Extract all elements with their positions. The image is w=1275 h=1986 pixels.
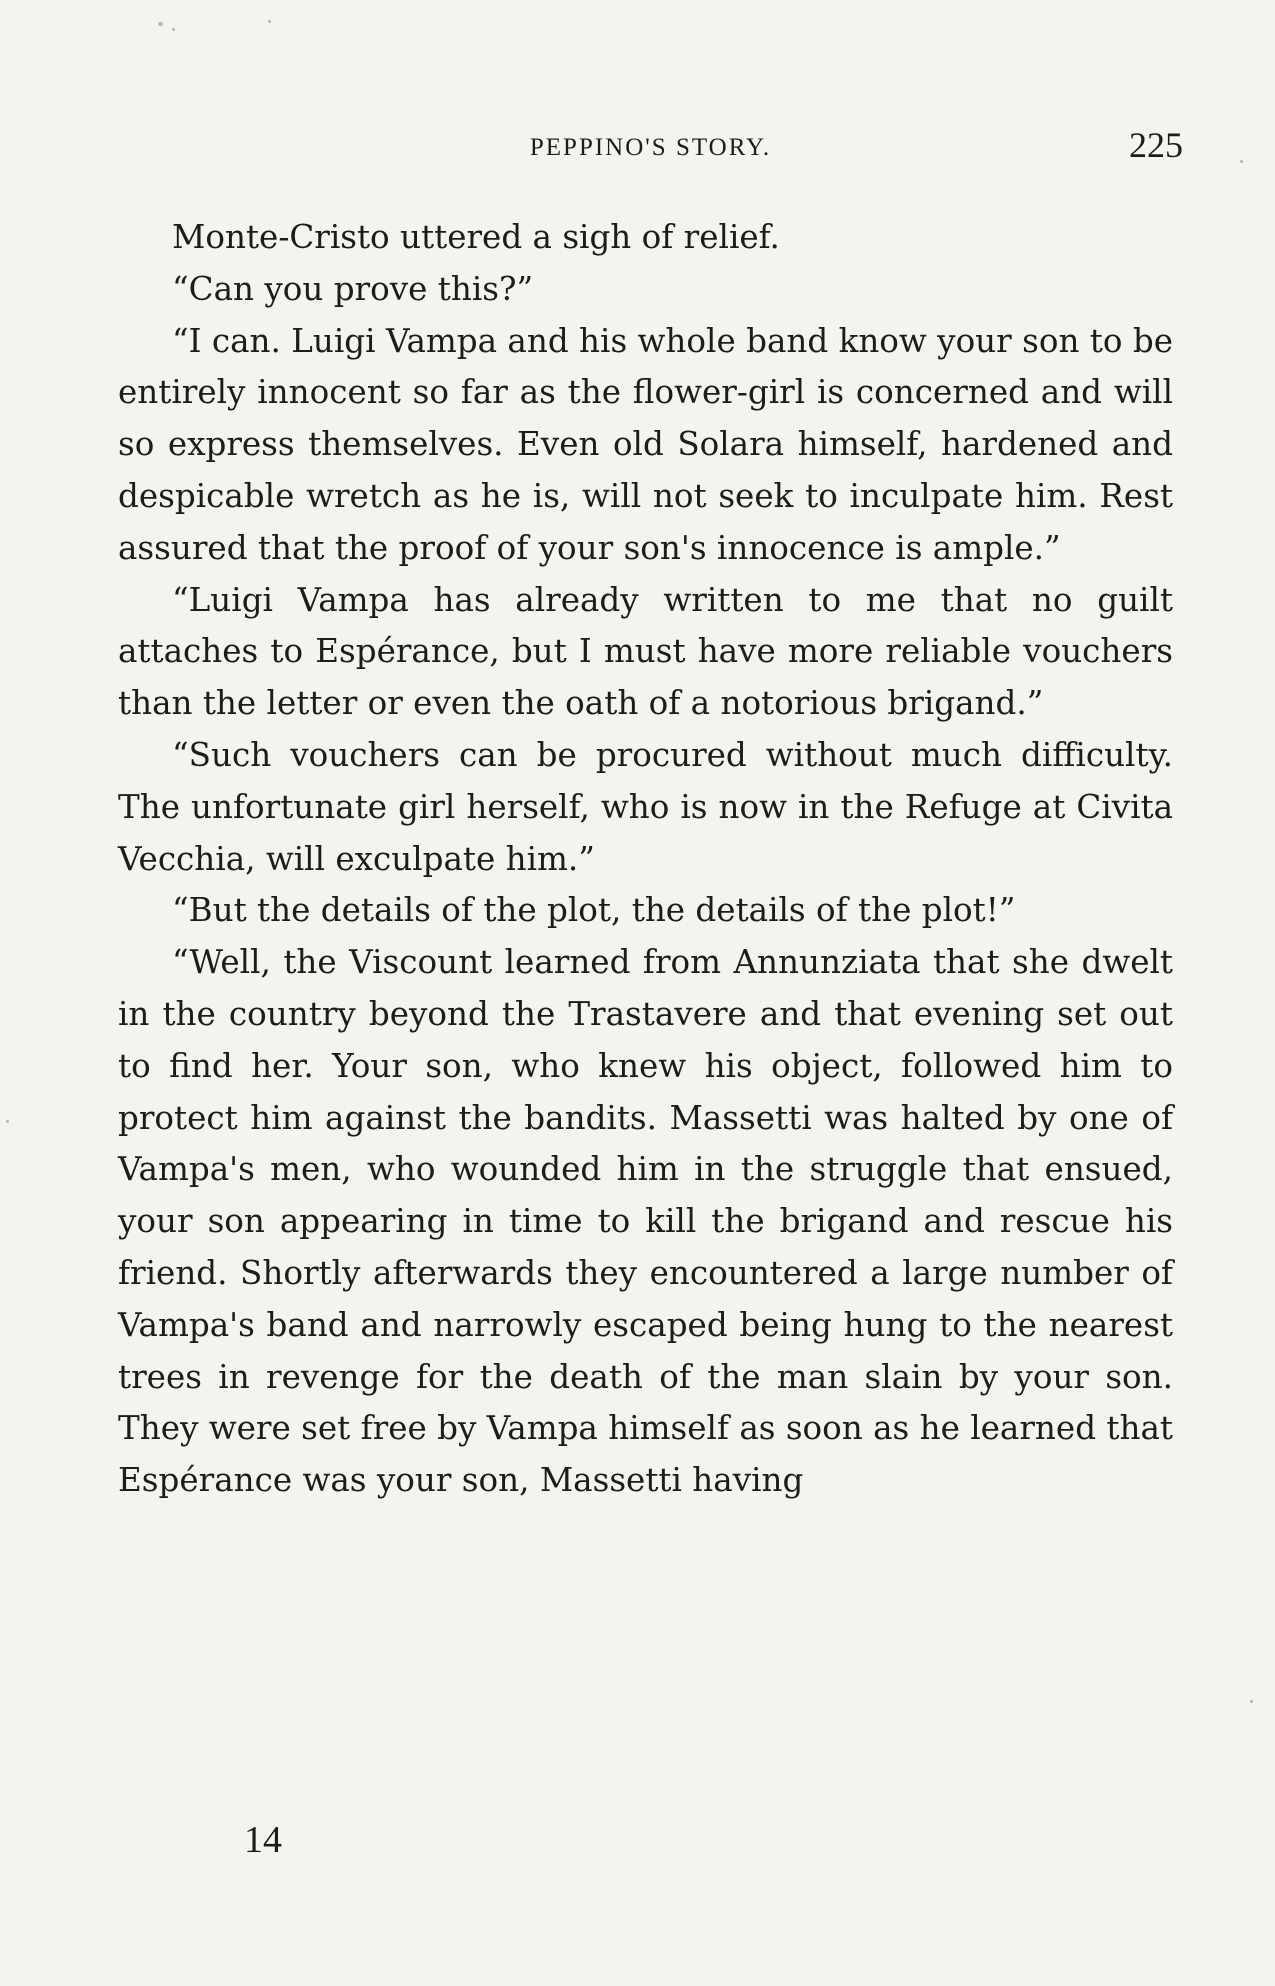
paper-speck	[6, 1120, 9, 1123]
signature-mark: 14	[244, 1819, 282, 1861]
running-title: PEPPINO'S STORY.	[529, 134, 772, 161]
paragraph: “I can. Luigi Vampa and his whole band know your son to be entirely innocent so far as the flower-girl is concerned and will so express themselves. Even old Solara himself, hardened and despicable wretch as he is, will not seek to inculpate him. Rest assured that the proof of your son's innocence is ample.”	[118, 321, 1173, 567]
paper-speck	[1240, 160, 1243, 163]
paper-speck	[172, 28, 175, 31]
paragraph: “Such vouchers can be procured without much difficulty. The unfortunate girl herself, who is now in the Refuge at Civita Vecchia, will exculpate him.”	[118, 735, 1173, 878]
paragraph: “Can you prove this?”	[172, 269, 534, 308]
paragraph: Monte-Cristo uttered a sigh of relief.	[172, 218, 780, 256]
paper-speck	[268, 20, 271, 23]
running-head	[118, 125, 1183, 168]
paragraph: “Well, the Viscount learned from Annunziata that she dwelt in the country beyond the Trastavere and that evening set out to find her. Your son, who knew his object, followed him to protect him against the bandits. Massetti was halted by one of Vampa's men, who wounded him in the struggle that ensued, your son appearing in time to kill the brigand and rescue his friend. Shortly afterwards they encountered a large number of Vampa's band and narrowly escaped being hung to the nearest trees in revenge for the death of the man slain by your son. They were set free by Vampa himself as soon as he learned that Espérance was your son, Massetti having	[118, 943, 1173, 1500]
paragraph: “But the details of the plot, the details of the plot!”	[172, 891, 1016, 930]
paper-speck	[158, 22, 163, 26]
paragraph: “Luigi Vampa has already written to me that no guilt attaches to Espérance, but I must have more reliable vouchers than the letter or even the oath of a notorious brigand.”	[118, 580, 1173, 723]
paper-speck	[1250, 1700, 1253, 1703]
body-text	[118, 212, 1173, 1507]
page-number: 225	[1129, 125, 1183, 165]
